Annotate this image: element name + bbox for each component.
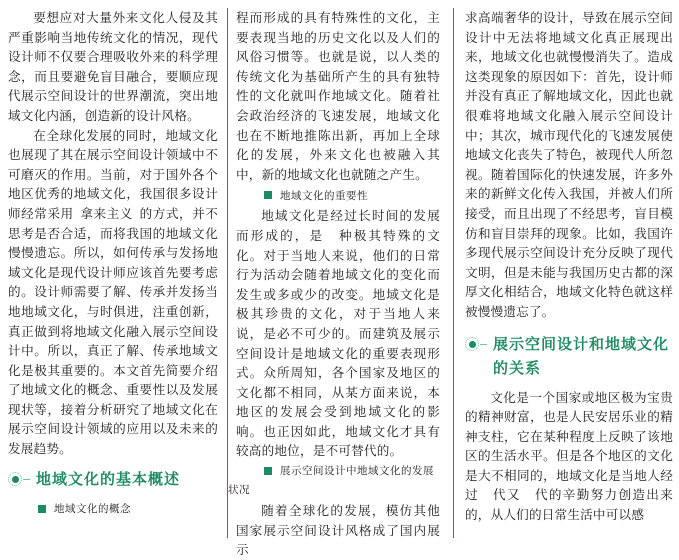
heading-bullet-icon — [465, 337, 487, 351]
subsection-heading — [8, 499, 218, 519]
text-column-3 — [465, 8, 673, 538]
section-heading-text: 展示空间设计和地域文化的关系 — [493, 334, 670, 377]
square-bullet-icon — [38, 505, 46, 513]
text-column-1 — [8, 8, 218, 538]
body-paragraph: 在全球化发展的同时，地域文化也展现了其在展示空间设计领域中不可磨灭的作用。当前，对于国外各个地区优秀的地域文化，我国很多设计师经常采用 拿来主义 的方式，并不思考是否合适，而将我国的地域文化慢慢遗忘。所以，如何传承与发扬地域文化是现代设计师应该首先要考虑的。设计师需要了解、传承并发扬当地地域文化，与时俱进，注重创新，真正做到将地域文化融入展示空间设计中。所以，真正了解、传承地域文化是极其重要的。本文首先简要介绍了地域文化的概念、重要性以及发展现状等，接着分析研究了地域文化在展示空间设计领域的应用以及未来的发展趋势。 — [8, 127, 218, 457]
subsection-heading — [236, 185, 440, 205]
section-heading — [8, 467, 218, 491]
section-heading — [465, 332, 673, 380]
body-paragraph: 随着全球化的发展，模仿其他国家展示空间设计风格成了国内展示 — [236, 503, 440, 558]
body-paragraph: 地域文化是经过长时间的发展而形成的，是 种极其特殊的文化。对于当地人来说，他们的日常行为活动会随着地域文化的变化而发生或多或少的改变。地域文化是极其珍贵的文化，对于当地人来说，是必不可少的。而建筑及展示空间设计是地域文化的重要表现形式。众所周知，各个国家及地区的文化都不相同，从某方面来说，本地区的发展会受到地域文化的影响。也正因如此，地域文化才具有较高的地位，是不可替代的。 — [236, 208, 440, 459]
heading-bullet-icon — [8, 472, 30, 486]
subsection-heading-text: 地域文化的概念 — [54, 503, 131, 516]
column-divider — [227, 8, 228, 538]
section-heading-text: 地域文化的基本概述 — [36, 469, 181, 488]
body-paragraph: 文化是一个国家或地区极为宝贵的精神财富，也是人民安居乐业的精神支柱，它在某种程度上反映了该地区的生活水平。但是各个地区的文化是大不相同的，地域文化是当地人经过 代又 代的辛勤努力创造出来的，从人们的日常生活中可以感 — [465, 389, 673, 523]
body-paragraph: 要想应对大量外来文化人侵及其严重影响当地传统文化的情况，现代设计师不仅要合理吸收外来的科学理念，而且要避免盲目融合，要顺应现代展示空间设计的世界潮流，突出地域文化内涵，创造新的设计风格。 — [8, 10, 218, 123]
text-column-2 — [228, 8, 440, 558]
body-paragraph: 程而形成的具有特殊性的文化，主要表现当地的历史文化以及人们的风俗习惯等。也就是说，以人类的传统文化为基础所产生的具有独特性的文化就叫作地域文化。随着社会政治经济的飞速发展，地域文化也在不断地推陈出新，再加上全球化的发展，外来文化也被融入其中，新的地域文化也就随之产生。 — [236, 10, 440, 182]
subsection-heading — [228, 462, 440, 500]
square-bullet-icon — [264, 191, 272, 199]
subsection-heading-text: 地域文化的重要性 — [280, 189, 368, 202]
subsection-heading-text: 展示空间设计中地域文化的发展状况 — [228, 465, 434, 497]
column-divider — [453, 8, 454, 538]
body-paragraph: 求高端奢华的设计，导致在展示空间设计中无法将地域文化真正展现出来，地域文化也就慢慢消失了。造成这类现象的原因如下：首先，设计师并没有真正了解地域文化，因此也就很难将地域文化融入展示空间设计中；其次，城市现代化的飞速发展使地域文化丧失了特色，被现代人所忽视。随着国际化的快速发展，许多外来的新鲜文化传入我国，并被人们所接受，而且出现了不经思考，盲目模仿和盲目崇拜的现象。比如，我国许多现代展示空间设计充分反映了现代文明，但是未能与我国历史古都的深厚文化相结合，地域文化特色就这样被慢慢遗忘了。 — [465, 10, 673, 319]
